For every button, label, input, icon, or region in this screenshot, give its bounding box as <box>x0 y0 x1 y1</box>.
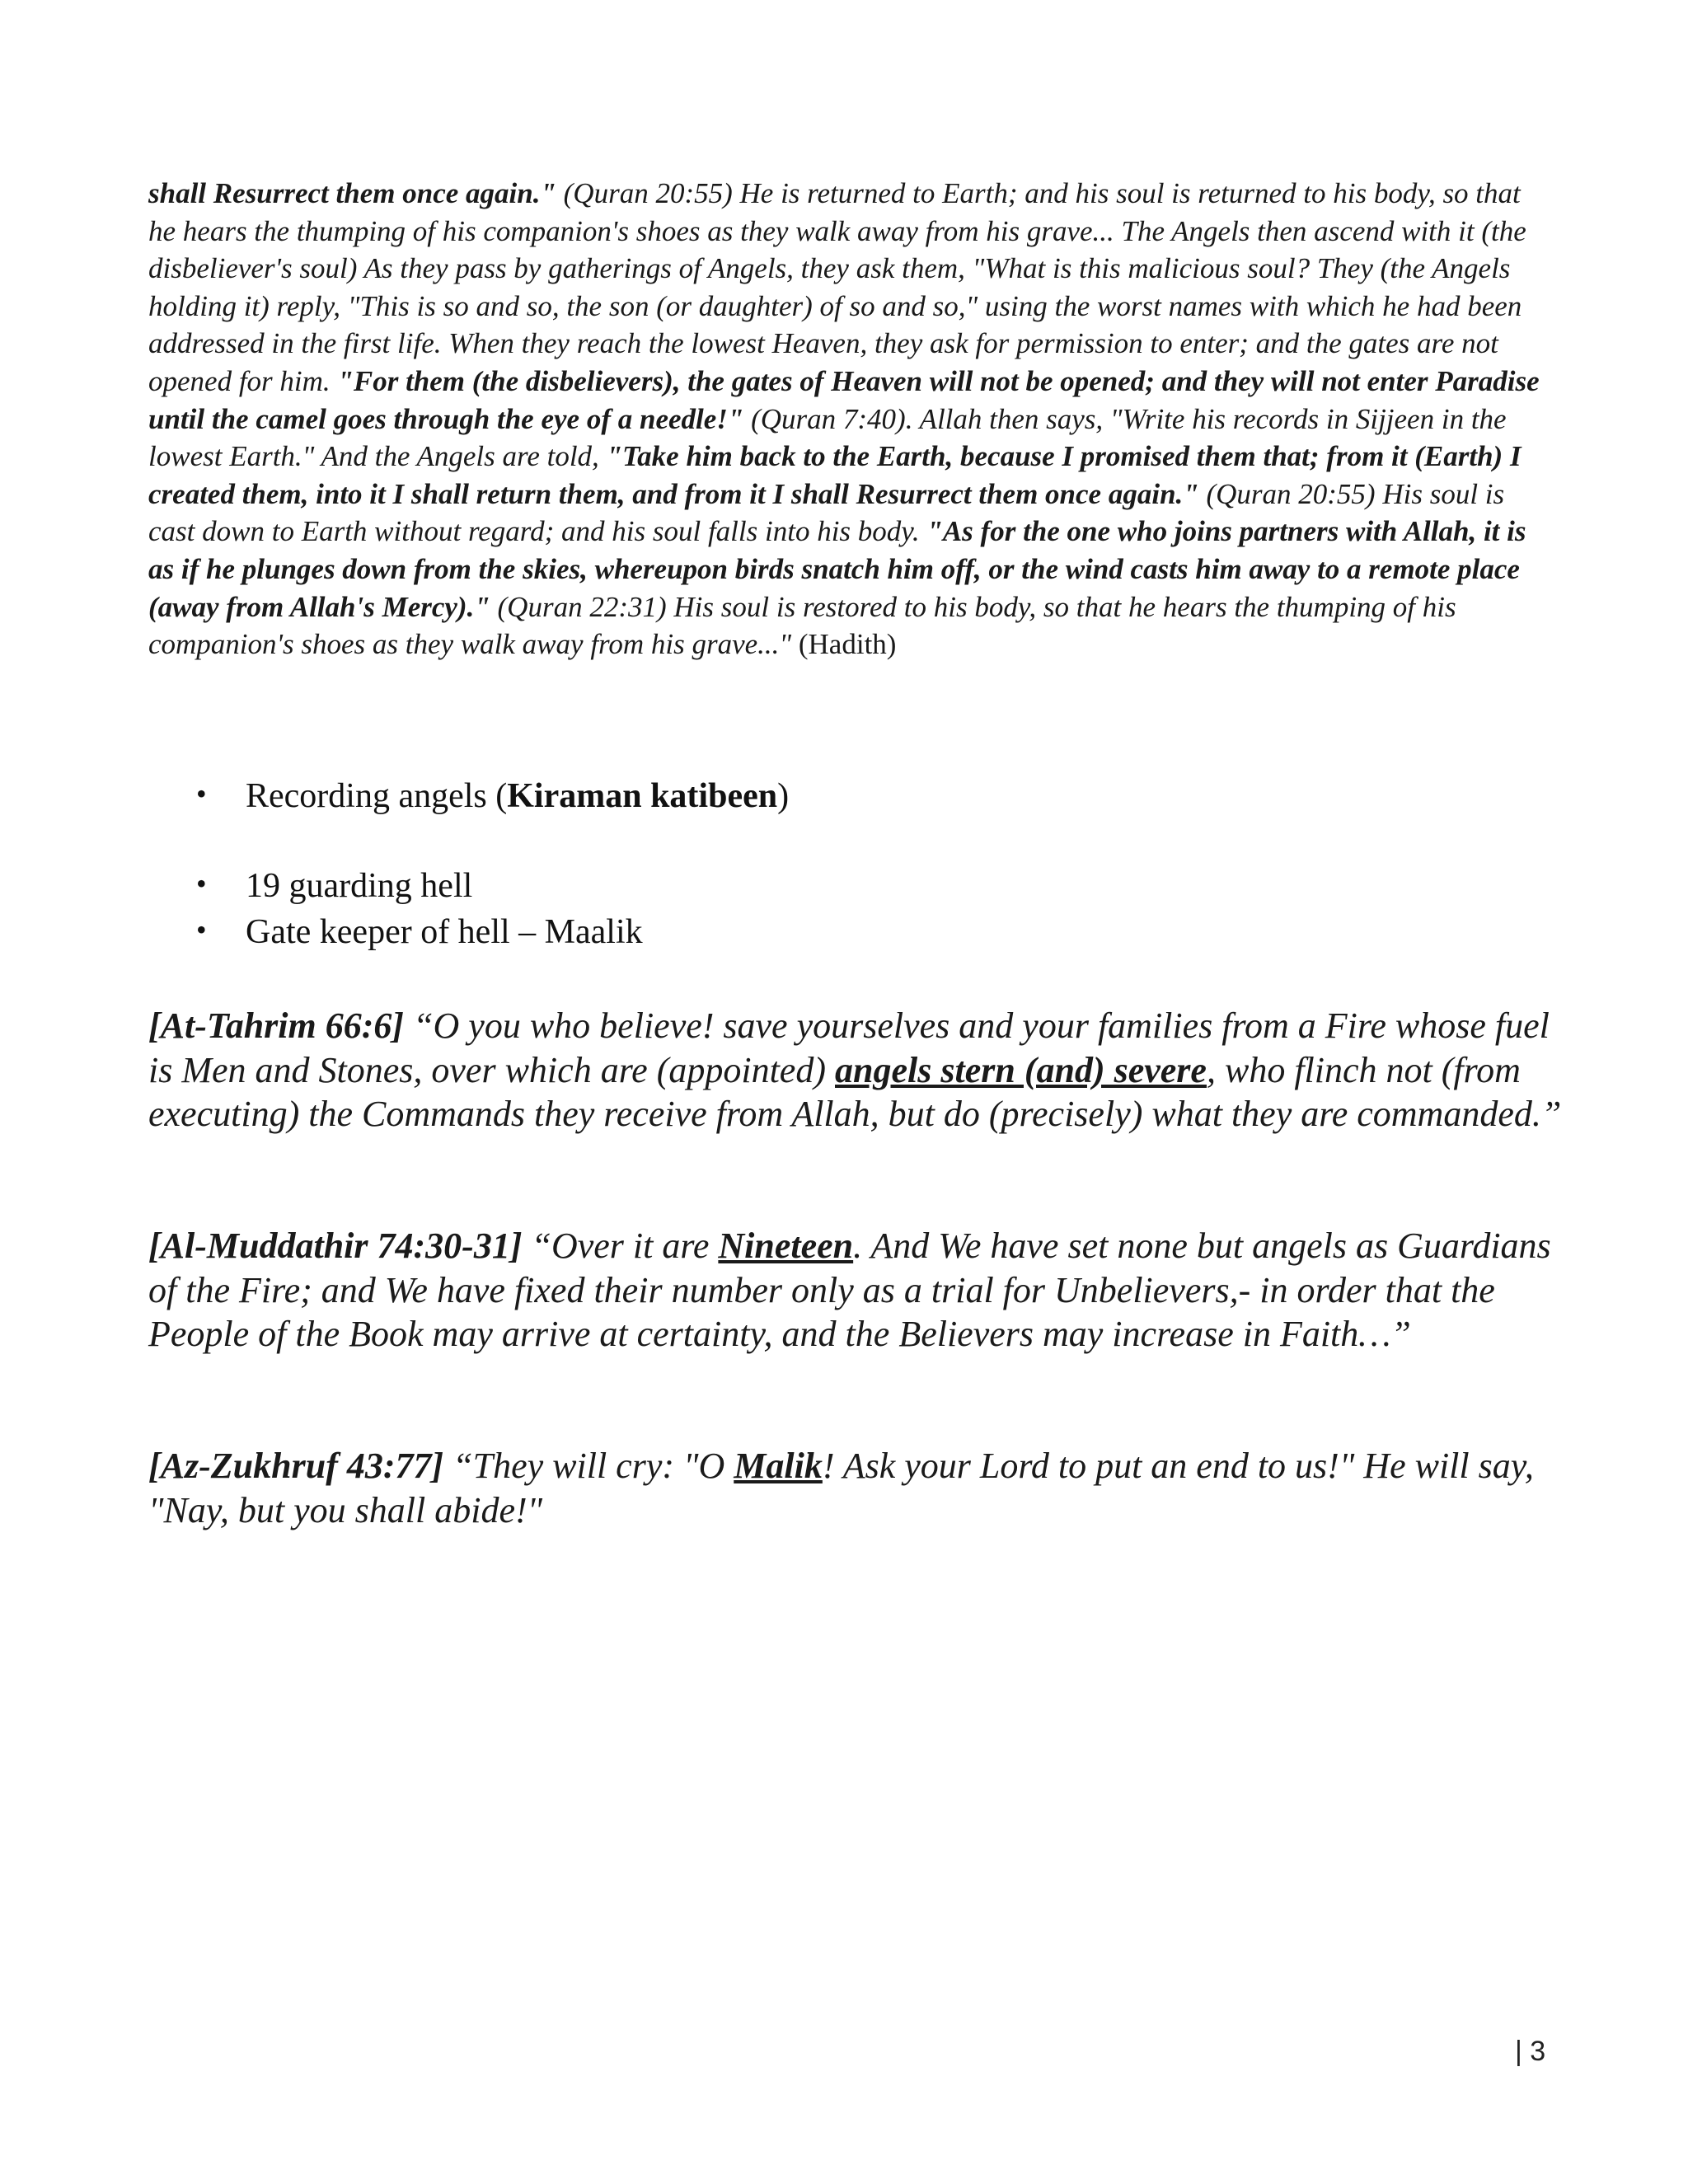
hadith-quote: "As for the one who joins partners with Allah, it is as if he plunges down from the skies, whereupon birds snatch him off, or the wind casts him away to a remote place (away from Allah's Mercy)." <box>148 515 1526 623</box>
verse-text: “O you who believe! save yourselves and your families from a Fire whose fuel is Men and Stones, over which are (appointed) <box>148 1005 1550 1090</box>
verse-emphasis: Nineteen <box>718 1226 854 1266</box>
hadith-quote: "For them (the disbelievers), the gates of Heaven will not be opened; and they will not enter Paradise until the camel goes through the eye of a needle!" <box>148 364 1540 435</box>
verse-reference: [Al-Muddathir 74:30-31] <box>148 1226 523 1266</box>
hadith-text: (Quran 7:40). Allah then says, "Write his records in Sijjeen in the lowest Earth." And the Angels are told, <box>148 402 1507 473</box>
hadith-text: (Quran 20:55) He is returned to Earth; and his soul is returned to his body, so that he hears the thumping of his companion's shoes as they walk away from his grave... The Angels then ascend with it (the disbeliever's soul) As they pass by gatherings of Angels, they ask them, "What is this malicious soul? They (the Angels holding it) reply, "This is so and so, the son (or daughter) of so and so," using the worst names with which he had been addressed in the first life. When they reach the lowest Heaven, they ask for permission to enter; and the gates are not opened for him. <box>148 177 1526 397</box>
verse-text: . And We have set none but angels as Guardians of the Fire; and We have fixed their number only as a trial for Unbelievers,- in order that the People of the Book may arrive at certainty, and the Believers may increase in Faith…” <box>148 1226 1551 1354</box>
kiraman-katibeen-term: Kiraman katibeen <box>507 777 778 815</box>
page-number: | 3 <box>1515 2036 1546 2067</box>
hadith-text: (Quran 22:31) His soul is restored to his body, so that he hears the thumping of his companion's shoes as they walk away from his grave..." <box>148 590 1456 661</box>
list-item-text: Recording angels (Kiraman katibeen) <box>246 777 790 815</box>
verse-at-tahrim <box>148 1004 1566 1137</box>
hadith-quote: shall Resurrect them once again." <box>148 177 556 209</box>
verse-al-muddathir <box>148 1224 1566 1357</box>
list-item-text: 19 guarding hell <box>246 867 473 905</box>
verse-emphasis: Malik <box>734 1446 823 1486</box>
verse-az-zukhruf <box>148 1444 1566 1532</box>
bullet-marker: • <box>196 913 207 946</box>
verse-text: ! Ask your Lord to put an end to us!" He will say, "Nay, but you shall abide!" <box>148 1446 1534 1530</box>
verse-text: “They will cry: "O <box>443 1446 734 1486</box>
verse-reference: [Az-Zukhruf 43:77] <box>148 1446 444 1486</box>
hadith-source: (Hadith) <box>791 628 897 661</box>
hadith-paragraph <box>148 175 1550 663</box>
bullet-marker: • <box>196 777 207 810</box>
verse-text: “Over it are <box>522 1226 719 1266</box>
verse-reference: [At-Tahrim 66:6] <box>148 1005 405 1046</box>
hadith-quote: "Take him back to the Earth, because I promised them that; from it (Earth) I created them, into it I shall return them, and from it I shall Resurrect them once again." <box>148 440 1522 510</box>
verse-emphasis: angels stern (and) severe <box>835 1049 1207 1090</box>
hadith-text: (Quran 20:55) His soul is cast down to Earth without regard; and his soul falls into his body. <box>148 477 1505 548</box>
list-item-text: Gate keeper of hell – Maalik <box>246 913 643 951</box>
verse-text: , who flinch not (from executing) the Commands they receive from Allah, but do (precisely) what they are commanded.” <box>148 1049 1562 1134</box>
bullet-marker: • <box>196 867 207 900</box>
